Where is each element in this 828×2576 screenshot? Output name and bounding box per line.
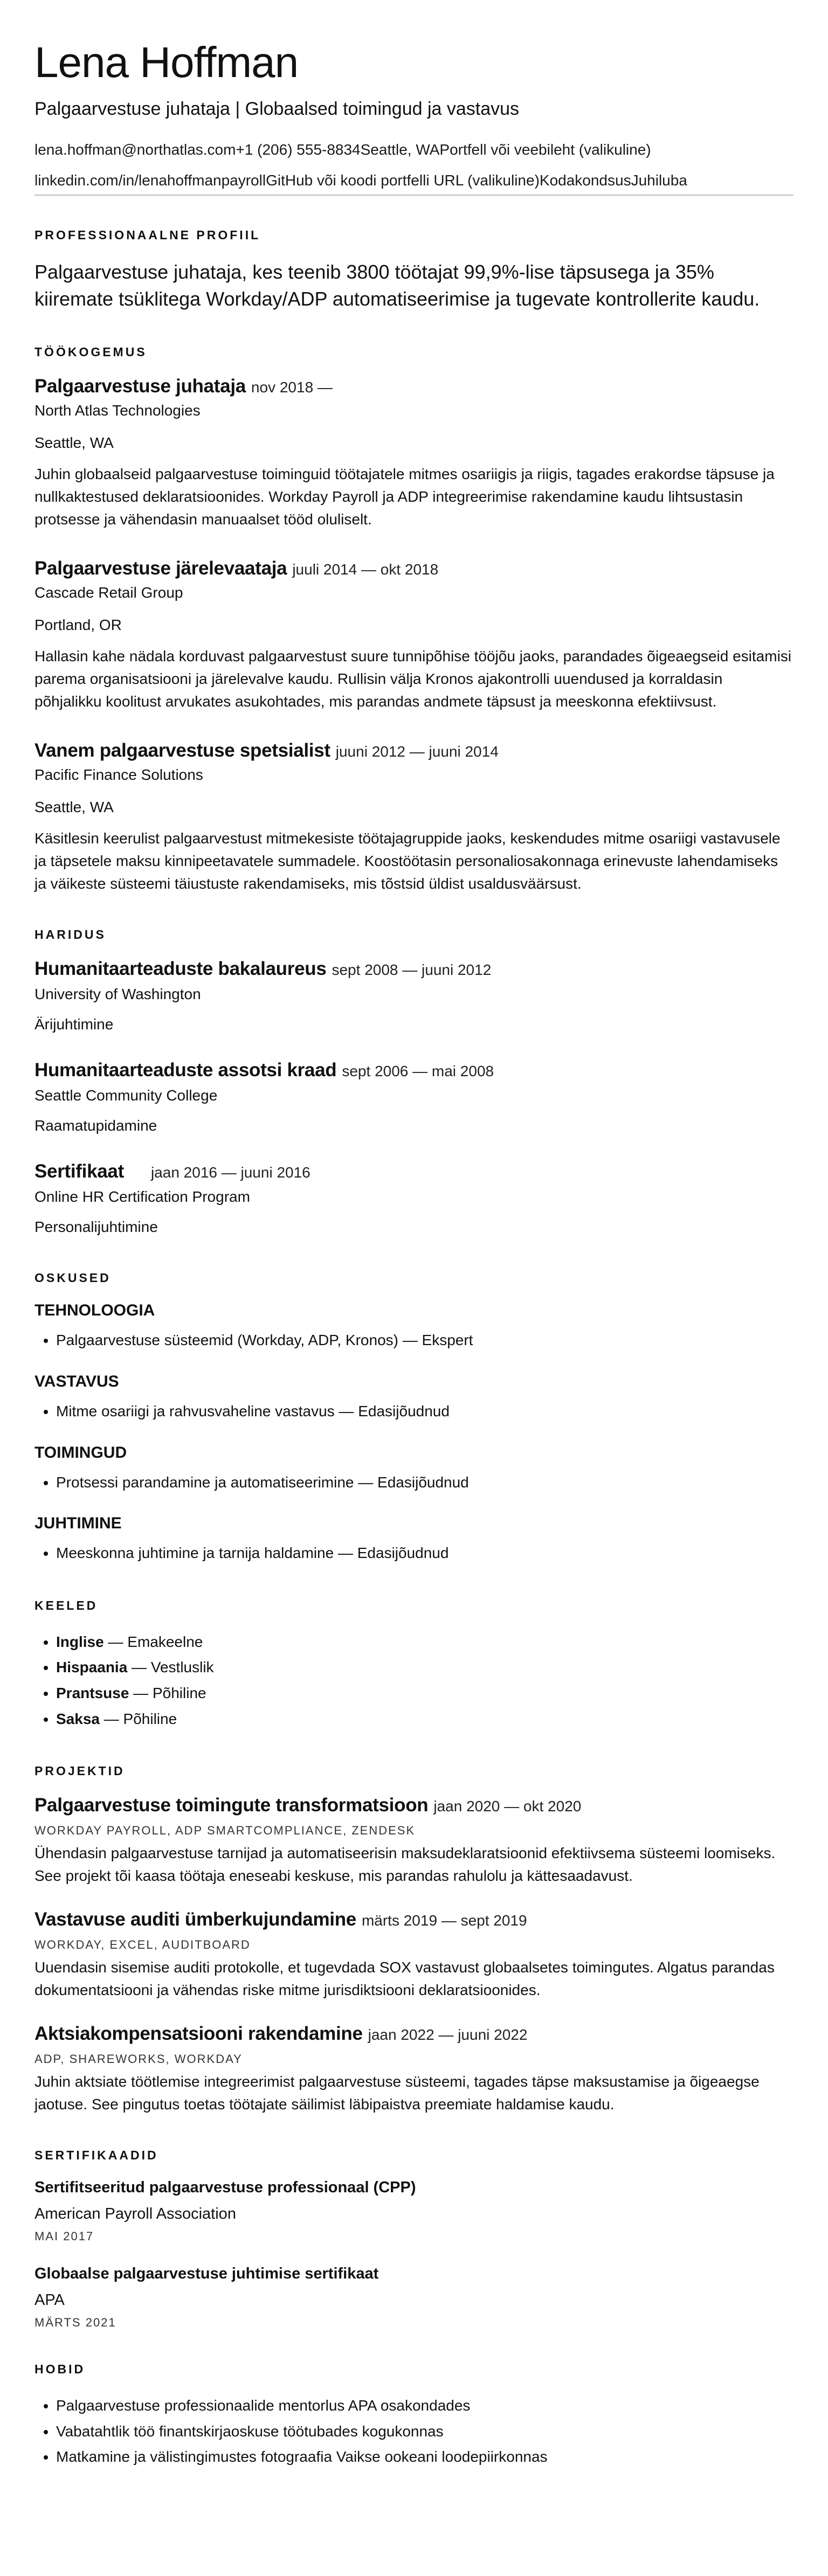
experience-entry <box>34 376 794 531</box>
skill-item: • Palgaarvestuse süsteemid (Workday, ADP, Kronos) — Ekspert <box>56 1327 794 1353</box>
project-technologies: ADP, SHAREWORKS, WORKDAY <box>34 2052 243 2066</box>
hobby-item: • Vabatahtlik töö finantskirjaoskuse töötubades kogukonnas <box>56 2419 794 2445</box>
experience-section <box>34 345 794 895</box>
job-dates: juuni 2012 — juuni 2014 <box>335 743 499 760</box>
skill-group-title: JUHTIMINE <box>34 1514 122 1533</box>
degree-title: Humanitaarteaduste bakalaureus <box>34 958 327 980</box>
language-name: Prantsuse <box>56 1684 129 1701</box>
skill-group <box>34 1444 794 1495</box>
skill-group <box>34 1373 794 1424</box>
languages-section <box>34 1598 794 1732</box>
language-level: Põhiline <box>152 1684 206 1701</box>
job-location: Seattle, WA <box>34 434 114 452</box>
language-name: Saksa <box>56 1710 100 1727</box>
language-item: • Hispaania — Vestluslik <box>56 1654 794 1680</box>
project-entry <box>34 2023 794 2116</box>
job-dates: juuli 2014 — okt 2018 <box>292 561 439 578</box>
language-level: Emakeelne <box>127 1633 203 1650</box>
job-description: Hallasin kahe nädala korduvast palgaarvestust suure tunnipõhise tööjõu jaoks, parandades õigeaegseid esitamisi parema organisatsiooni ja järelevalve kaudu. Rullisin välja Kronos ajakontrolli uuendused ja korraldasin põhjalikku koolitust arvukates asukohtades, mis parandas andmete täpsust ja meeskonna efektiivsust. <box>34 648 792 710</box>
field-of-study: Raamatupidamine <box>34 1117 157 1134</box>
project-name: Palgaarvestuse toimingute transformatsioon <box>34 1795 429 1816</box>
hobbies-section-title: HOBID <box>34 2362 86 2377</box>
skill-item: • Meeskonna juhtimine ja tarnija haldamine — Edasijõudnud <box>56 1540 794 1566</box>
skill-group <box>34 1514 794 1566</box>
project-description: Ühendasin palgaarvestuse tarnijad ja automatiseerisin maksudeklaratsioonid efektiivsema süsteemi loomiseks. See projekt tõi kaasa töötaja eneseabi keskuse, mis parandas rahulolu ja kättesaadavust. <box>34 1845 776 1885</box>
education-entry <box>34 958 794 1036</box>
job-location: Portland, OR <box>34 617 122 634</box>
hobby-item: • Matkamine ja välistingimustes fotograafia Vaikse ookeani loodepiirkonnas <box>56 2444 794 2470</box>
language-level: Põhiline <box>123 1710 177 1727</box>
education-entry <box>34 1161 794 1238</box>
project-description: Juhin aktsiate töötlemise integreerimist palgaarvestuse süsteemi, tagades täpse maksustamise ja õigeaegse jaotuse. See pingutus toetas töötajate säilimist läbipaistva preemiate haldamise kaudu. <box>34 2073 760 2113</box>
experience-section-title: TÖÖKOGEMUS <box>34 345 147 359</box>
experience-entry <box>34 558 794 713</box>
contact-line-primary: lena.hoffman@northatlas.com+1 (206) 555-8834Seattle, WAPortfell või veebileht (valikuline) <box>34 141 651 158</box>
project-entry <box>34 1909 794 2002</box>
skills-section <box>34 1271 794 1566</box>
school-name: Seattle Community College <box>34 1087 218 1104</box>
skill-item: • Protsessi parandamine ja automatiseerimine — Edasijõudnud <box>56 1470 794 1495</box>
education-dates: jaan 2016 — juuni 2016 <box>150 1164 310 1181</box>
project-name: Vastavuse auditi ümberkujundamine <box>34 1909 356 1930</box>
job-description: Käsitlesin keerulist palgaarvestust mitmekesiste töötajagruppide jaoks, keskendudes mitme osariigi vastavusele ja täpsetele maksu kinnipeetavatele summadele. Koostöötasin personaliosakonnaga erinevuste lahendamiseks ja väikeste süsteemi täiustuste rakendamiseks, mis tõstsid üldist usaldusväärsust. <box>34 830 781 892</box>
job-title: Vanem palgaarvestuse spetsialist <box>34 740 330 761</box>
project-name: Aktsiakompensatsiooni rakendamine <box>34 2023 363 2045</box>
skill-group-title: VASTAVUS <box>34 1372 119 1390</box>
project-entry <box>34 1795 794 1887</box>
hobbies-section <box>34 2362 794 2470</box>
job-location: Seattle, WA <box>34 799 114 816</box>
certification-date: MAI 2017 <box>34 2229 94 2243</box>
education-entry <box>34 1060 794 1137</box>
project-dates: jaan 2020 — okt 2020 <box>433 1798 582 1815</box>
contact-line-secondary: linkedin.com/in/lenahoffmanpayrollGitHub või koodi portfelli URL (valikuline)KodakondsusJuhiluba <box>34 170 794 195</box>
profile-section <box>34 228 794 313</box>
school-name: Online HR Certification Program <box>34 1188 250 1206</box>
degree-title: Humanitaarteaduste assotsi kraad <box>34 1060 337 1081</box>
candidate-name: Lena Hoffman <box>34 38 299 86</box>
certification-date: MÄRTS 2021 <box>34 2316 116 2330</box>
job-description: Juhin globaalseid palgaarvestuse toiminguid töötajatele mitmes osariigis ja riigis, tagades erakordse täpsuse ja nullkaktestused deklaratsioonides. Workday Payroll ja ADP integreerimise rakendamine kaudu lihtsustasin protsesse ja vähendasin manuaalset tööd oluliselt. <box>34 466 775 528</box>
skill-item: • Mitme osariigi ja rahvusvaheline vastavus — Edasijõudnud <box>56 1398 794 1424</box>
certification-name: Globaalse palgaarvestuse juhtimise sertifikaat <box>34 2265 379 2283</box>
school-name: University of Washington <box>34 986 201 1003</box>
language-item: • Inglise — Emakeelne <box>56 1629 794 1655</box>
company-name: North Atlas Technologies <box>34 402 201 419</box>
experience-entry <box>34 740 794 895</box>
language-name: Hispaania <box>56 1659 128 1676</box>
language-name: Inglise <box>56 1633 104 1650</box>
certifications-section <box>34 2148 794 2330</box>
job-title: Palgaarvestuse juhataja <box>34 376 246 397</box>
profile-section-title: PROFESSIONAALNE PROFIIL <box>34 227 261 242</box>
certification-issuer: APA <box>34 2291 65 2309</box>
language-item: • Saksa — Põhiline <box>56 1706 794 1732</box>
candidate-headline: Palgaarvestuse juhataja | Globaalsed toimingud ja vastavus <box>34 99 520 119</box>
project-technologies: WORKDAY, EXCEL, AUDITBOARD <box>34 1938 251 1952</box>
company-name: Cascade Retail Group <box>34 584 183 601</box>
project-dates: märts 2019 — sept 2019 <box>361 1912 527 1929</box>
resume-header <box>34 39 794 196</box>
education-dates: sept 2008 — juuni 2012 <box>332 961 492 979</box>
languages-section-title: KEELED <box>34 1598 98 1612</box>
company-name: Pacific Finance Solutions <box>34 766 203 784</box>
profile-summary: Palgaarvestuse juhataja, kes teenib 3800 töötajat 99,9%-lise täpsusega ja 35% kiiremate tsüklitega Workday/ADP automatiseerimise ja tugevate kontrollerite kaudu. <box>34 260 760 310</box>
skills-section-title: OSKUSED <box>34 1271 111 1285</box>
project-dates: jaan 2022 — juuni 2022 <box>368 2026 528 2044</box>
skill-group-title: TOIMINGUD <box>34 1443 127 1462</box>
certification-issuer: American Payroll Association <box>34 2205 236 2223</box>
skill-group <box>34 1301 794 1353</box>
skill-group-title: TEHNOLOOGIA <box>34 1301 155 1320</box>
language-level: Vestluslik <box>150 1659 214 1676</box>
language-item: • Prantsuse — Põhiline <box>56 1680 794 1706</box>
job-title: Palgaarvestuse järelevaataja <box>34 558 287 579</box>
projects-section-title: PROJEKTID <box>34 1764 125 1778</box>
certification-entry <box>34 2179 794 2243</box>
certification-entry <box>34 2265 794 2330</box>
projects-section <box>34 1764 794 2116</box>
certification-name: Sertifitseeritud palgaarvestuse professionaal (CPP) <box>34 2179 416 2197</box>
degree-title: Sertifikaat <box>34 1161 124 1182</box>
project-technologies: WORKDAY PAYROLL, ADP SMARTCOMPLIANCE, ZENDESK <box>34 1824 416 1838</box>
education-section-title: HARIDUS <box>34 927 106 942</box>
education-dates: sept 2006 — mai 2008 <box>342 1063 494 1080</box>
field-of-study: Ärijuhtimine <box>34 1016 114 1033</box>
education-section <box>34 927 794 1238</box>
project-description: Uuendasin sisemise auditi protokolle, et tugevdada SOX vastavust globaalsetes toimingutes. Algatus parandas dokumentatsiooni ja vähendas riske mitme jurisdiktsiooni deklaratsioonides. <box>34 1959 775 1999</box>
field-of-study: Personalijuhtimine <box>34 1218 158 1236</box>
certifications-section-title: SERTIFIKAADID <box>34 2148 158 2163</box>
hobby-item: • Palgaarvestuse professionaalide mentorlus APA osakondades <box>56 2393 794 2419</box>
job-dates: nov 2018 — <box>251 379 333 396</box>
